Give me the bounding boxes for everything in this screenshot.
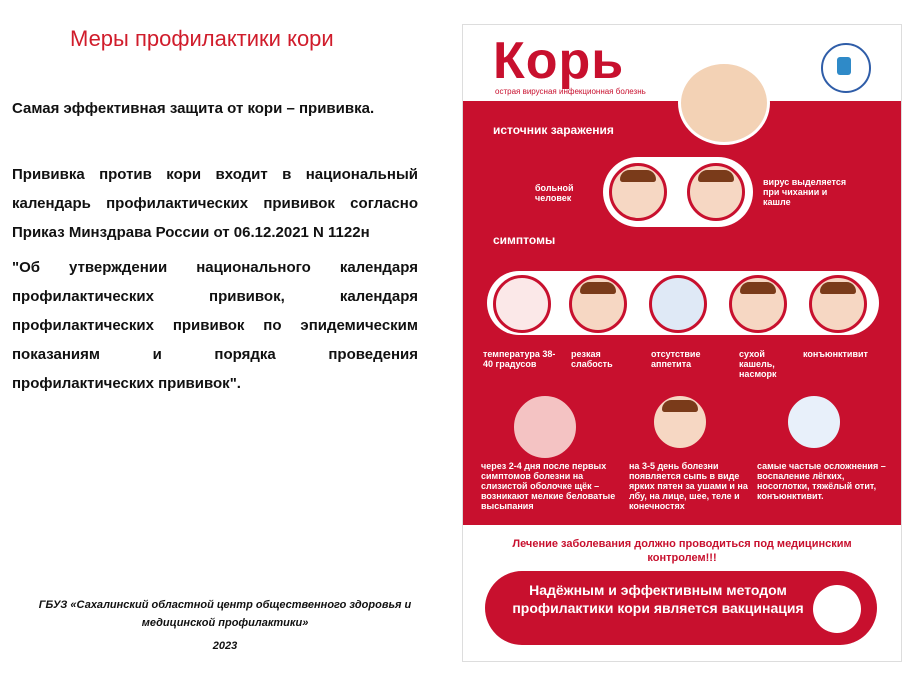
detail-2: на 3-5 день болезни появляется сыпь в виде ярких пятен за ушами и на лбу, на лице, шее, теле и конечностях	[629, 461, 748, 511]
vaccination-text: Надёжным и эффективным методом профилактики кори является вакцинация	[512, 582, 804, 616]
poster-title: Корь	[493, 32, 625, 90]
rash-mouth-icon	[511, 393, 579, 461]
no-appetite-icon	[649, 275, 707, 333]
symptom-3: отсутствие аппетита	[651, 349, 701, 369]
source-header: источник заражения	[493, 123, 614, 137]
weakness-icon	[569, 275, 627, 333]
organization-logo	[821, 43, 871, 93]
sneezing-person-icon	[687, 163, 745, 221]
sick-child-illustration	[678, 61, 770, 145]
measles-poster	[462, 24, 902, 662]
paragraph-order-title: "Об утверждении национального календаря профилактических прививок, календаря профилактических прививок по эпидемическим показаниям и порядка проведения профилактических прививок".	[12, 259, 418, 392]
symptom-2: резкая слабость	[571, 349, 613, 369]
treatment-note: Лечение заболевания должно проводиться под медицинским контролем!!!	[512, 538, 852, 564]
detail-1: через 2-4 дня после первых симптомов болезни на слизистой оболочке щёк – возникают мелкие беловатые высыпания	[481, 461, 616, 511]
symptom-4: сухой кашель, насморк	[739, 349, 777, 379]
cough-icon	[729, 275, 787, 333]
detail-3: самые частые осложнения – воспаление лёгких, носоглотки, тяжёлый отит, конъюнктивит.	[757, 461, 886, 501]
symptom-1: температура 38-40 градусов	[483, 349, 556, 369]
syringe-icon	[813, 585, 861, 633]
thermometer-icon	[493, 275, 551, 333]
year-label: 2023	[212, 640, 238, 652]
sick-person-icon	[609, 163, 667, 221]
poster-subtitle: острая вирусная инфекционная болезнь	[495, 87, 646, 96]
paragraph-calendar: Прививка против кори входит в национальный календарь профилактических прививок согласно Приказ Минздрава России от 06.12.2021 N 1122н	[12, 166, 418, 241]
organization-name: ГБУЗ «Сахалинский областной центр общественного здоровья и медицинской профилактики»	[38, 599, 412, 629]
paragraph-main: Самая эффективная защита от кори – прививка.	[12, 100, 375, 117]
symptom-5: конъюнктивит	[803, 349, 868, 359]
conjunctivitis-icon	[809, 275, 867, 333]
source-left-label: больной человек	[535, 183, 574, 203]
rash-face-icon	[651, 393, 709, 451]
source-right-label: вирус выделяется при чихании и кашле	[763, 177, 847, 207]
hospital-bed-icon	[785, 393, 843, 451]
page-title: Меры профилактики кори	[70, 26, 334, 51]
symptoms-header: симптомы	[493, 233, 556, 247]
